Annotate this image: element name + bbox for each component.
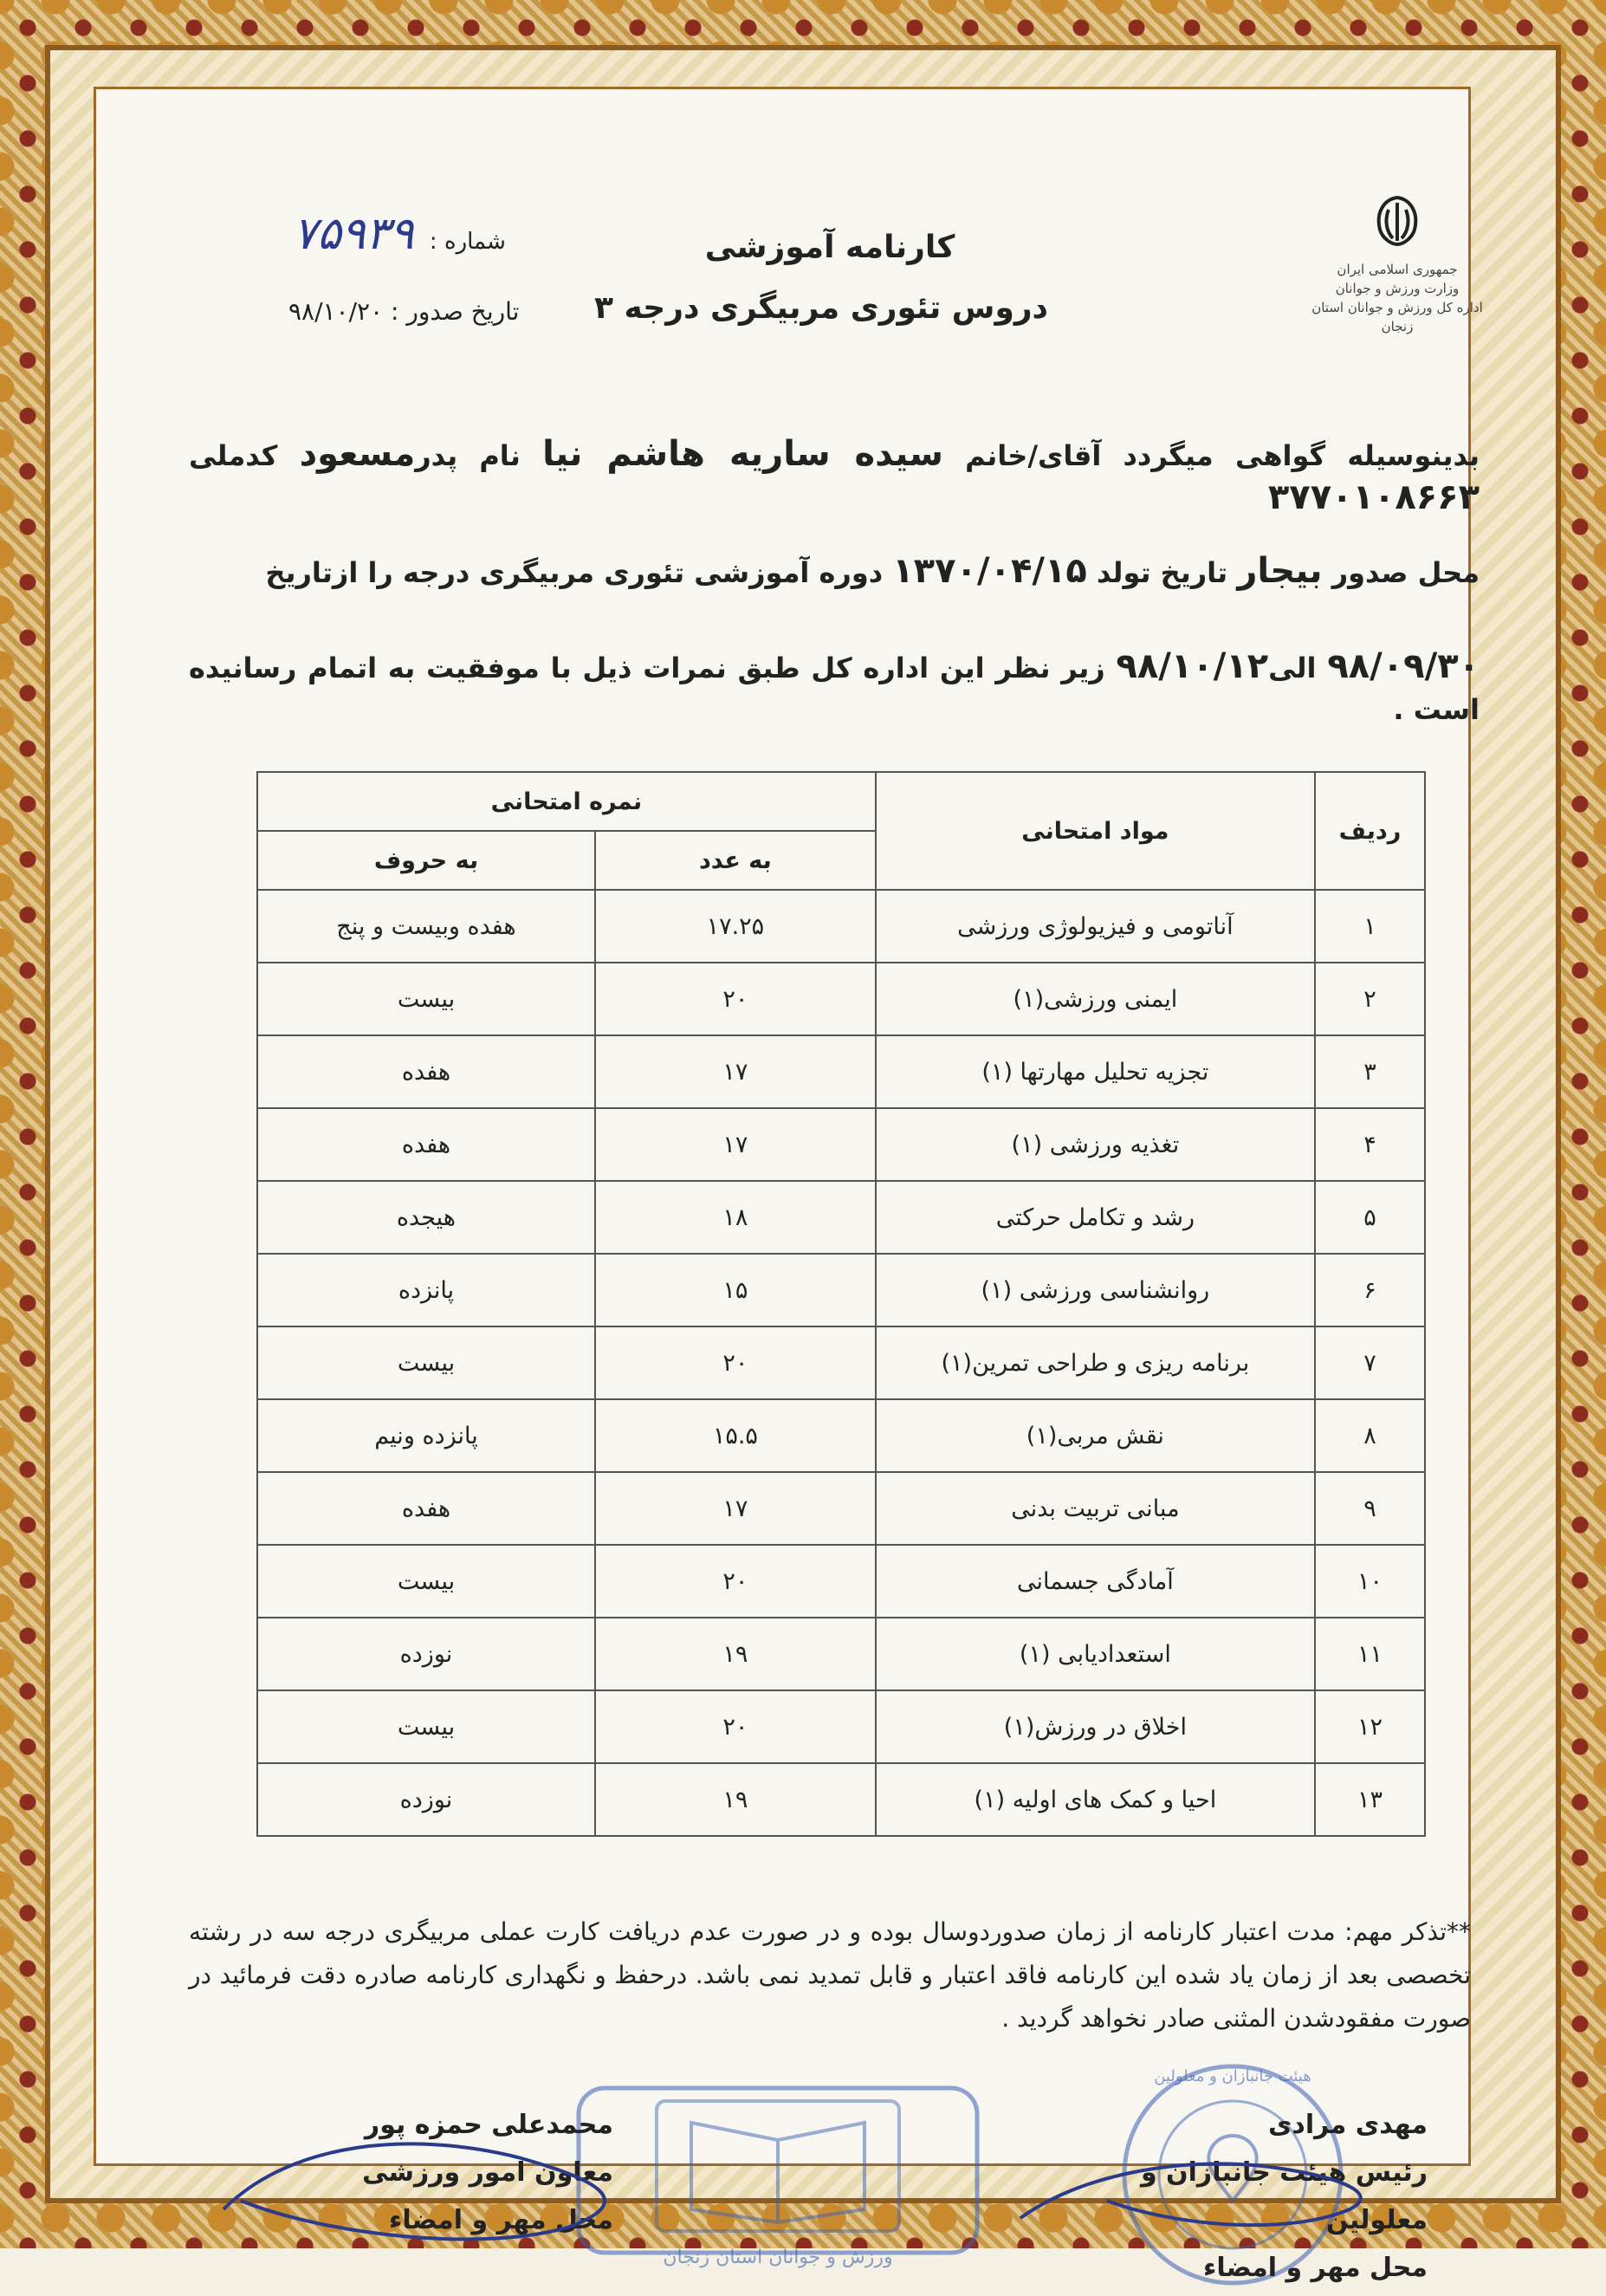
row-number-cell: ۸ [1315,1399,1425,1472]
certificate-line-2 [189,550,1480,593]
birth-date-label: تاریخ تولد [1096,556,1228,589]
handwritten-signature-left [189,2105,657,2253]
row-number-cell: ۹ [1315,1472,1425,1545]
row-number-cell: ۱۲ [1315,1690,1425,1763]
certificate-line-3 [189,645,1480,730]
grade-words-cell: هفده [257,1035,595,1108]
number-value: ۷۵۹۳۹ [293,208,414,260]
row-number-cell: ۲ [1315,963,1425,1035]
subject-cell: نقش مربی(۱) [876,1399,1315,1472]
table-row [257,1618,1425,1690]
subject-cell: مبانی تربیت بدنی [876,1472,1315,1545]
grade-numeric-cell: ۱۵.۵ [595,1399,876,1472]
grade-numeric-cell: ۱۷ [595,1472,876,1545]
grade-numeric-cell: ۱۷ [595,1035,876,1108]
grade-numeric-cell: ۱۸ [595,1181,876,1254]
grade-numeric-cell: ۲۰ [595,1545,876,1618]
header-grade: نمره امتحانی [257,772,876,831]
subject-cell: تجزیه تحلیل مهارتها (۱) [876,1035,1315,1108]
table-row [257,1545,1425,1618]
signer-right-role: رئیس هیئت جانبازان و معلولین [1140,2157,1428,2235]
row-number-cell: ۱۰ [1315,1545,1425,1618]
end-date: ۹۸/۱۰/۱۲ [1116,646,1269,686]
national-id-label: کدملی [189,439,278,472]
handwritten-signature-right [1003,2123,1419,2253]
signer-right-name: مهدی مرادی [1267,2110,1428,2140]
issue-place-label: محل صدور [1331,556,1480,589]
completion-text: زیر نظر این اداره کل طبق نمرات ذیل با موفقیت به اتمام رسانیده است . [189,652,1480,726]
grades-table [256,771,1426,1837]
table-row [257,1472,1425,1545]
grade-words-cell: بیست [257,1326,595,1399]
row-number-cell: ۱۳ [1315,1763,1425,1836]
subject-cell: برنامه ریزی و طراحی تمرین(۱) [876,1326,1315,1399]
signer-left-name: محمدعلی حمزه پور [364,2110,613,2140]
org-name [1298,260,1497,336]
issue-date-value: ۹۸/۱۰/۲۰ [288,297,384,326]
council-stamp-text: هیئت جانبازان و معلولین [1154,2067,1311,2085]
row-number-cell: ۷ [1315,1326,1425,1399]
issue-place: بیجار [1237,551,1323,591]
grade-words-cell: هفده [257,1108,595,1181]
grade-words-cell: هفده [257,1472,595,1545]
subject-cell: اخلاق در ورزش(۱) [876,1690,1315,1763]
table-row [257,1181,1425,1254]
table-row [257,890,1425,963]
grade-words-cell: بیست [257,963,595,1035]
subject-cell: آمادگی جسمانی [876,1545,1315,1618]
grade-numeric-cell: ۱۹ [595,1763,876,1836]
start-date: ۹۸/۰۹/۳۰ [1327,646,1480,686]
subject-cell: آناتومی و فیزیولوژی ورزشی [876,890,1315,963]
table-row [257,1108,1425,1181]
ministry-emblem [1298,191,1497,334]
row-number-cell: ۱ [1315,890,1425,963]
table-row [257,963,1425,1035]
table-row [257,1763,1425,1836]
subject-cell: استعدادیابی (۱) [876,1618,1315,1690]
row-number-cell: ۱۱ [1315,1618,1425,1690]
birth-date: ۱۳۷۰/۰۴/۱۵ [892,551,1087,591]
grade-numeric-cell: ۱۷.۲۵ [595,890,876,963]
org-line-ministry: وزارت ورزش و جوانان [1335,281,1460,296]
table-row [257,1035,1425,1108]
father-name: مسعود [299,434,416,474]
org-line-province: اداره کل ورزش و جوانان استان زنجان [1311,300,1483,334]
header-words: به حروف [257,831,595,890]
org-line-country: جمهوری اسلامی ایران [1337,262,1458,277]
grade-numeric-cell: ۲۰ [595,1690,876,1763]
row-number-cell: ۶ [1315,1254,1425,1326]
header-numeric: به عدد [595,831,876,890]
grade-words-cell: نوزده [257,1763,595,1836]
row-number-cell: ۵ [1315,1181,1425,1254]
grade-words-cell: بیست [257,1545,595,1618]
grade-words-cell: بیست [257,1690,595,1763]
grade-numeric-cell: ۲۰ [595,963,876,1035]
grade-words-cell: هیجده [257,1181,595,1254]
course-text: دوره آموزشی تئوری مربیگری درجه را ازتاریخ [265,556,884,589]
grade-words-cell: هفده وبیست و پنج [257,890,595,963]
important-notice: **تذکر مهم: مدت اعتبار کارنامه از زمان صدوردوسال بوده و در صورت عدم دریافت کارت عملی مربیگری درجه سه در رشته تخصصی بعد از زمان یاد شده این کارنامه فاقد اعتبار و قابل تمدید نمی باشد. درحفظ و نگهداری کارنامه صادره دقت فرمائید در صورت مفقودشدن المثنی صادر نخواهد گردید . [189,1917,1471,2033]
grade-numeric-cell: ۱۷ [595,1108,876,1181]
issue-date-label: تاریخ صدور : [391,297,520,326]
grade-numeric-cell: ۱۹ [595,1618,876,1690]
header-subject: مواد امتحانی [876,772,1315,890]
certificate-paper [94,87,1483,2283]
iran-emblem-icon [1358,191,1436,251]
grade-numeric-cell: ۲۰ [595,1326,876,1399]
document-subtitle: دروس تئوری مربیگری درجه ۳ [593,290,1049,326]
certificate-line-1 [189,433,1480,520]
intro-text: بدینوسیله گواهی میگردد آقای/خانم [965,439,1480,472]
subject-cell: احیا و کمک های اولیه (۱) [876,1763,1315,1836]
signer-right-place: محل مهر و امضاء [1202,2253,1428,2283]
grade-words-cell: نوزده [257,1618,595,1690]
table-row [257,1326,1425,1399]
subject-cell: روانشناسی ورزشی (۱) [876,1254,1315,1326]
certificate-number [293,208,506,260]
grade-words-cell: پانزده ونیم [257,1399,595,1472]
national-id: ۳۷۷۰۱۰۸۶۶۳ [1267,477,1480,517]
header-row-number: ردیف [1315,772,1425,890]
grade-numeric-cell: ۱۵ [595,1254,876,1326]
person-name: سیده ساریه هاشم نیا [542,434,943,474]
father-label: نام پدر [415,439,521,472]
number-label: شماره : [429,229,506,255]
signer-left-role: معاون امور ورزشی [362,2157,613,2188]
issue-date [288,297,519,326]
grade-words-cell: پانزده [257,1254,595,1326]
table-row [257,1399,1425,1472]
table-row [257,1254,1425,1326]
ministry-stamp-text: ورزش و جوانان استان زنجان [663,2247,893,2268]
subject-cell: ایمنی ورزشی(۱) [876,963,1315,1035]
signer-left-place: محل مهر و امضاء [388,2205,613,2235]
until-label: الی [1268,652,1317,684]
subject-cell: تغذیه ورزشی (۱) [876,1108,1315,1181]
table-row [257,1690,1425,1763]
row-number-cell: ۴ [1315,1108,1425,1181]
subject-cell: رشد و تکامل حرکتی [876,1181,1315,1254]
row-number-cell: ۳ [1315,1035,1425,1108]
document-title: کارنامه آموزشی [704,230,955,265]
